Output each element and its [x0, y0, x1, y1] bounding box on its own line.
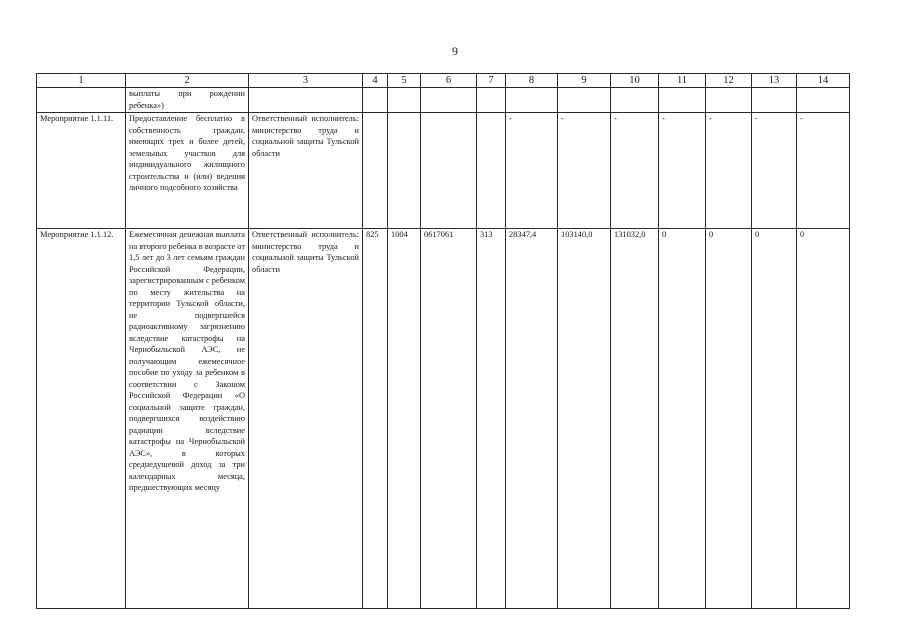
value-cell — [363, 88, 388, 113]
value-cell: 0617061 — [421, 229, 477, 609]
description-cell: выплаты при рождении ребенка») — [126, 88, 249, 113]
value-cell — [659, 88, 706, 113]
value-cell — [421, 113, 477, 229]
value-cell: - — [797, 113, 850, 229]
value-cell — [363, 113, 388, 229]
responsible-cell: Ответственный исполнитель: министерство труда и социальной защиты Тульской области — [249, 113, 363, 229]
description-cell: Предоставление бесплатно в собственность граждан, имеющих трех и более детей, земельных участков для индивидуального жилищного строительства и (или) ведения личного подсобного хозяйства — [126, 113, 249, 229]
value-cell: 0 — [797, 229, 850, 609]
value-cell: - — [659, 113, 706, 229]
value-cell: - — [752, 113, 797, 229]
header-row — [37, 74, 850, 88]
value-cell — [421, 88, 477, 113]
value-cell: - — [706, 113, 752, 229]
value-cell: 825 — [363, 229, 388, 609]
value-cell: 103140,0 — [558, 229, 611, 609]
column-header: 6 — [421, 74, 477, 88]
table-row — [37, 229, 850, 609]
column-header: 4 — [363, 74, 388, 88]
value-cell: 0 — [706, 229, 752, 609]
event-cell: Мероприятие 1.1.11. — [37, 113, 126, 229]
value-cell: - — [611, 113, 659, 229]
value-cell — [388, 113, 421, 229]
column-header: 14 — [797, 74, 850, 88]
description-cell: Ежемесячная денежная выплата на второго ребенка в возрасте от 1,5 лет до 3 лет семьям граждан Российской Федерации, зарегистрированным с ребенком по месту жительства на территории Тульской области, не подвергшейся радиоактивному загрязнению вследствие катастрофы на Чернобыльской АЭС, не получающим ежемесячное пособие по уходу за ребенком в соответствии с Законом Российской Федерации «О социальной защите граждан, подвергшихся воздействию радиации вследствие катастрофы на Чернобыльской АЭС», в которых среднедушевой доход за три календарных месяца, предшествующих месяцу — [126, 229, 249, 609]
value-cell — [611, 88, 659, 113]
column-header: 2 — [126, 74, 249, 88]
column-header: 10 — [611, 74, 659, 88]
responsible-cell: Ответственный исполнитель: министерство труда и социальной защиты Тульской области — [249, 229, 363, 609]
value-cell — [388, 88, 421, 113]
table-row — [37, 113, 850, 229]
value-cell — [752, 88, 797, 113]
value-cell — [706, 88, 752, 113]
column-header: 8 — [506, 74, 558, 88]
column-header: 1 — [37, 74, 126, 88]
table-row — [37, 88, 850, 113]
responsible-cell — [249, 88, 363, 113]
value-cell — [506, 88, 558, 113]
value-cell: 131032,0 — [611, 229, 659, 609]
value-cell: 28347,4 — [506, 229, 558, 609]
value-cell — [477, 88, 506, 113]
event-cell — [37, 88, 126, 113]
column-header: 11 — [659, 74, 706, 88]
value-cell: 1004 — [388, 229, 421, 609]
value-cell — [558, 88, 611, 113]
value-cell: 0 — [659, 229, 706, 609]
column-header: 7 — [477, 74, 506, 88]
page-number: 9 — [452, 44, 458, 58]
event-cell: Мероприятие 1.1.12. — [37, 229, 126, 609]
column-header: 12 — [706, 74, 752, 88]
column-header: 3 — [249, 74, 363, 88]
value-cell: 0 — [752, 229, 797, 609]
value-cell: - — [558, 113, 611, 229]
value-cell — [477, 113, 506, 229]
column-header: 5 — [388, 74, 421, 88]
value-cell: - — [506, 113, 558, 229]
value-cell — [797, 88, 850, 113]
program-table — [36, 73, 850, 609]
value-cell: 313 — [477, 229, 506, 609]
column-header: 13 — [752, 74, 797, 88]
column-header: 9 — [558, 74, 611, 88]
